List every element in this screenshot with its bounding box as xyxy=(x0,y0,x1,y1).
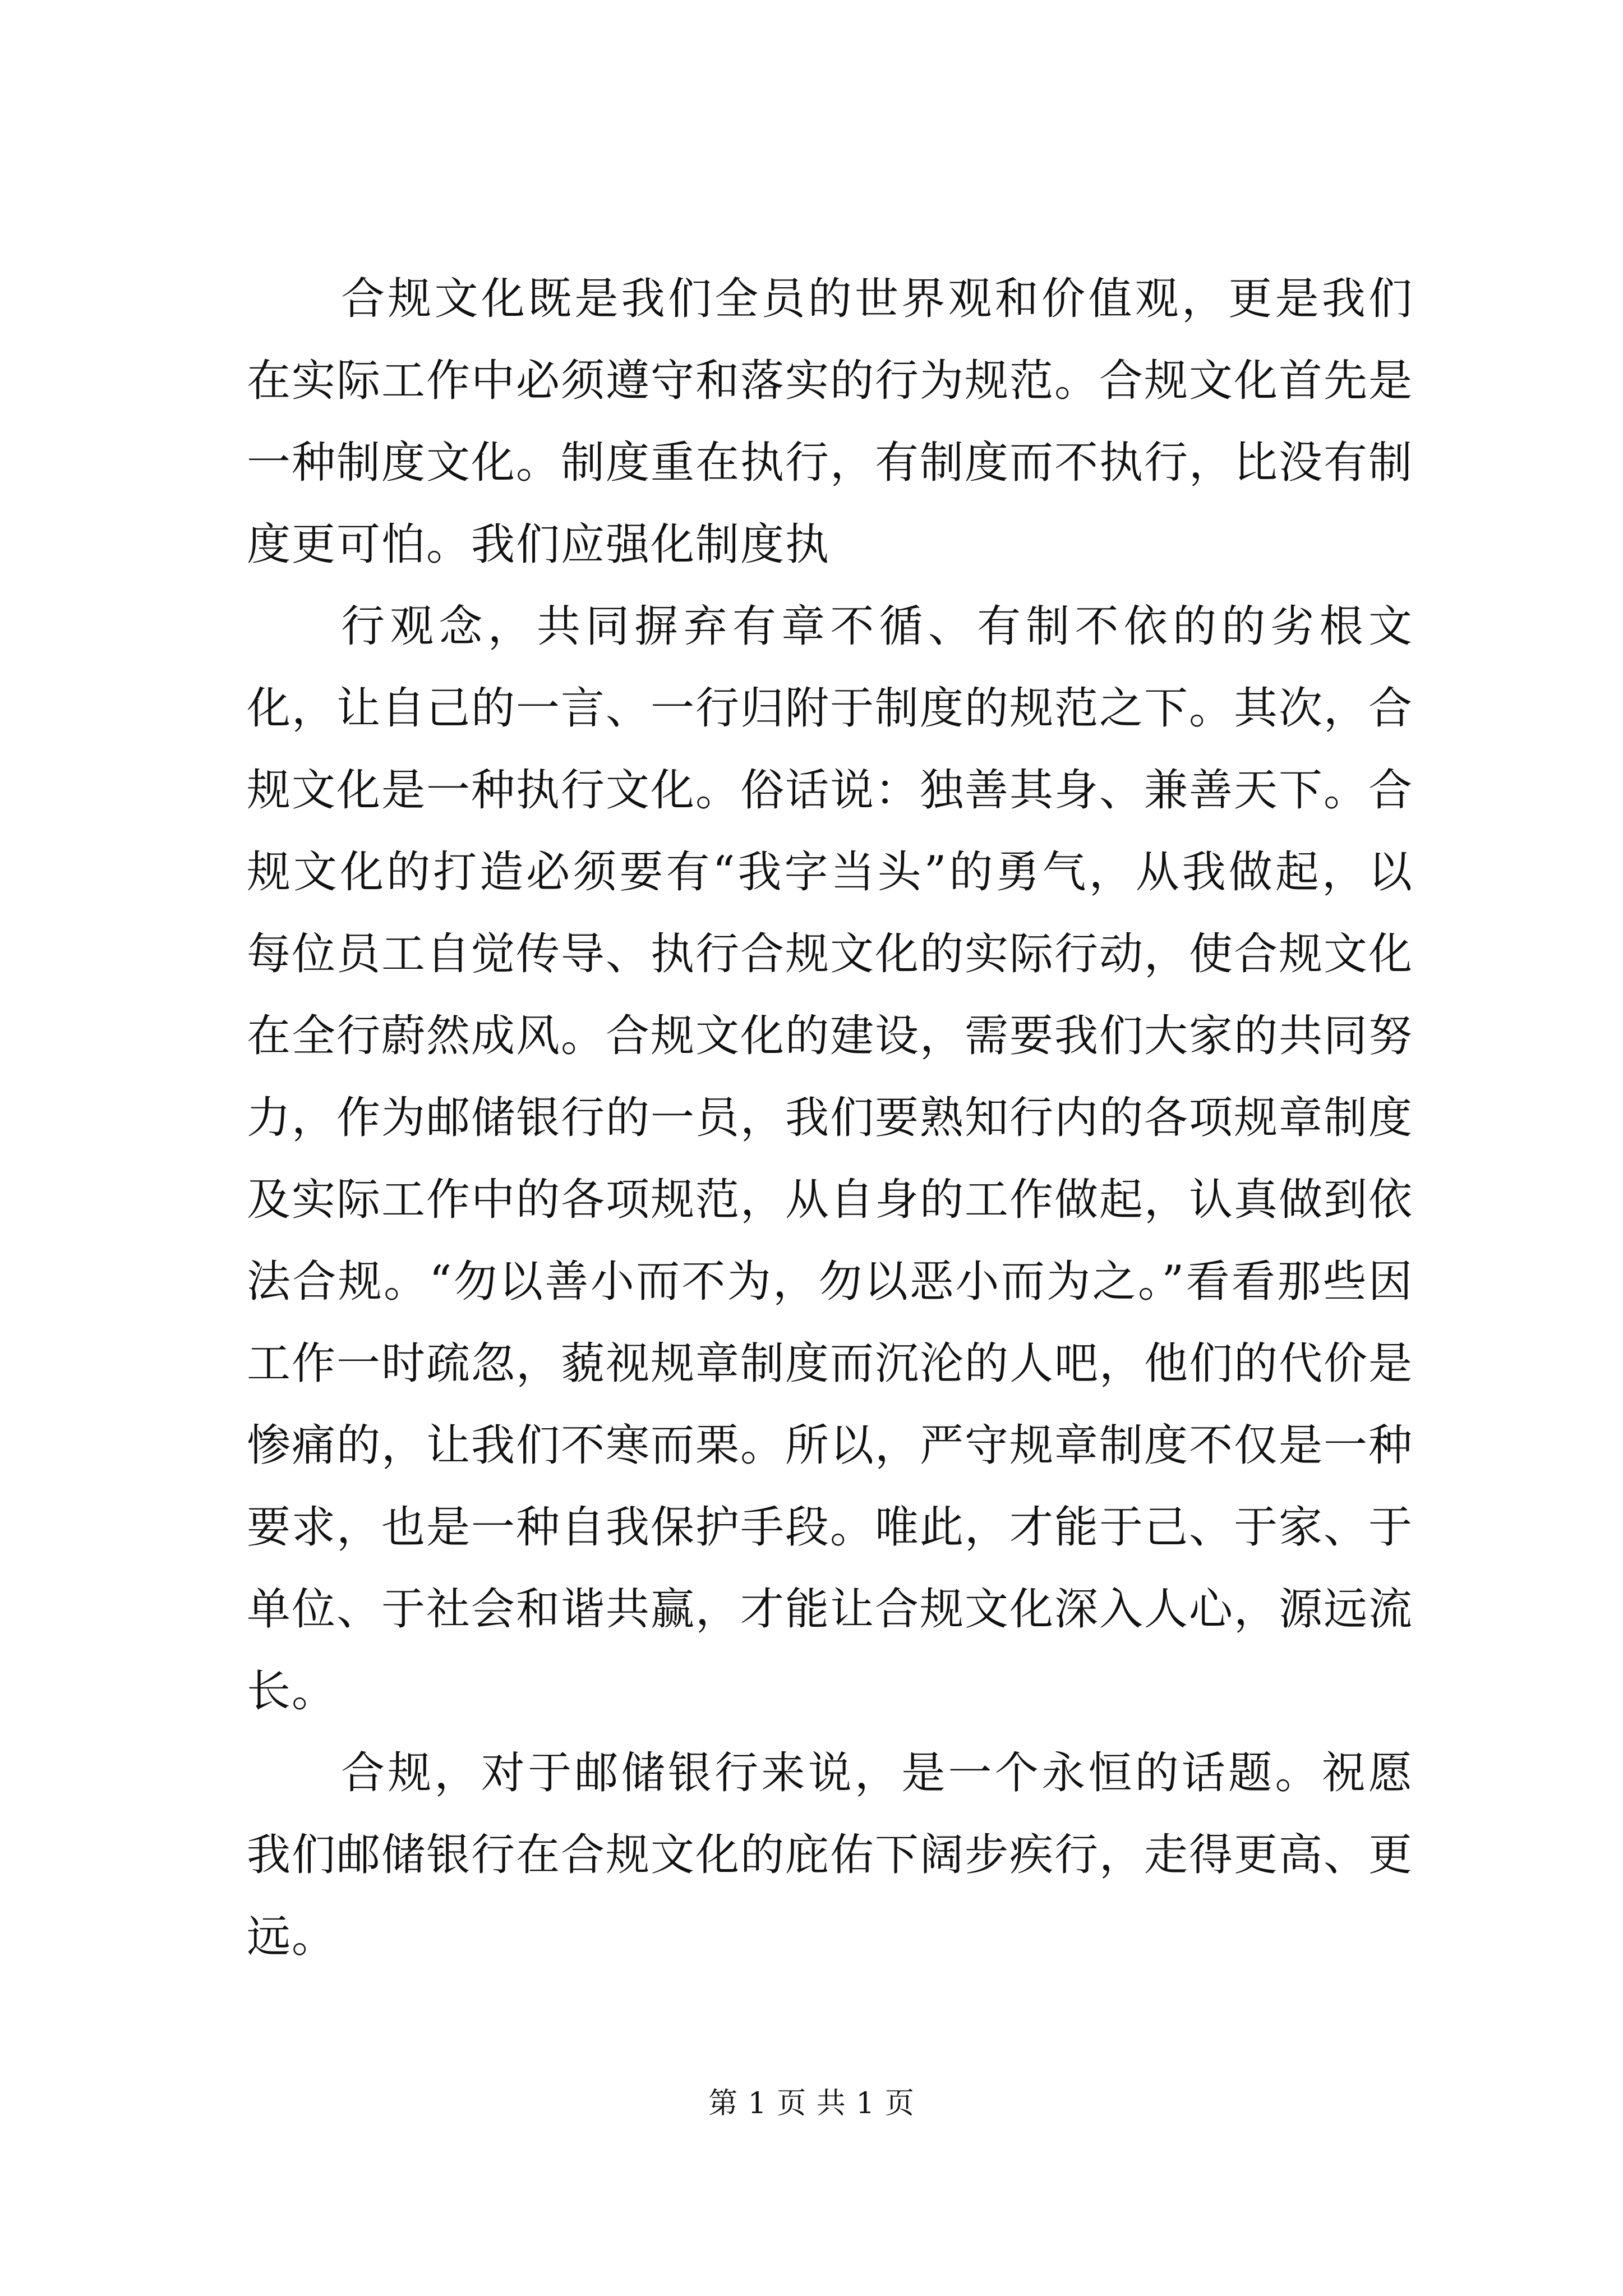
paragraph-3: 合规，对于邮储银行来说，是一个永恒的话题。祝愿我们邮储银行在合规文化的庇佑下阔步疾行，走得更高、更远。 xyxy=(247,1748,1414,1962)
document-body xyxy=(247,258,1413,1978)
page-number-footer: 第 1 页 共 1 页 xyxy=(708,2087,915,2120)
paragraph-1: 合规文化既是我们全员的世界观和价值观，更是我们在实际工作中必须遵守和落实的行为规范。合规文化首先是一种制度文化。制度重在执行，有制度而不执行，比没有制度更可怕。我们应强化制度执 xyxy=(247,274,1414,570)
paragraph-2: 行观念，共同摒弃有章不循、有制不依的的劣根文化，让自己的一言、一行归附于制度的规范之下。其次，合规文化是一种执行文化。俗话说：独善其身、兼善天下。合规文化的打造必须要有“我字当头”的勇气，从我做起，以每位员工自觉传导、执行合规文化的实际行动，使合规文化在全行蔚然成风。合规文化的建设，需要我们大家的共同努力，作为邮储银行的一员，我们要熟知行内的各项规章制度及实际工作中的各项规范，从自身的工作做起，认真做到依法合规。“勿以善小而不为，勿以恶小而为之。”看看那些因工作一时疏忽，藐视规章制度而沉沦的人吧，他们的代价是惨痛的，让我们不寒而栗。所以，严守规章制度不仅是一种要求，也是一种自我保护手段。唯此，才能于己、于家、于单位、于社会和谐共赢，才能让合规文化深入人心，源远流长。 xyxy=(247,601,1414,1717)
